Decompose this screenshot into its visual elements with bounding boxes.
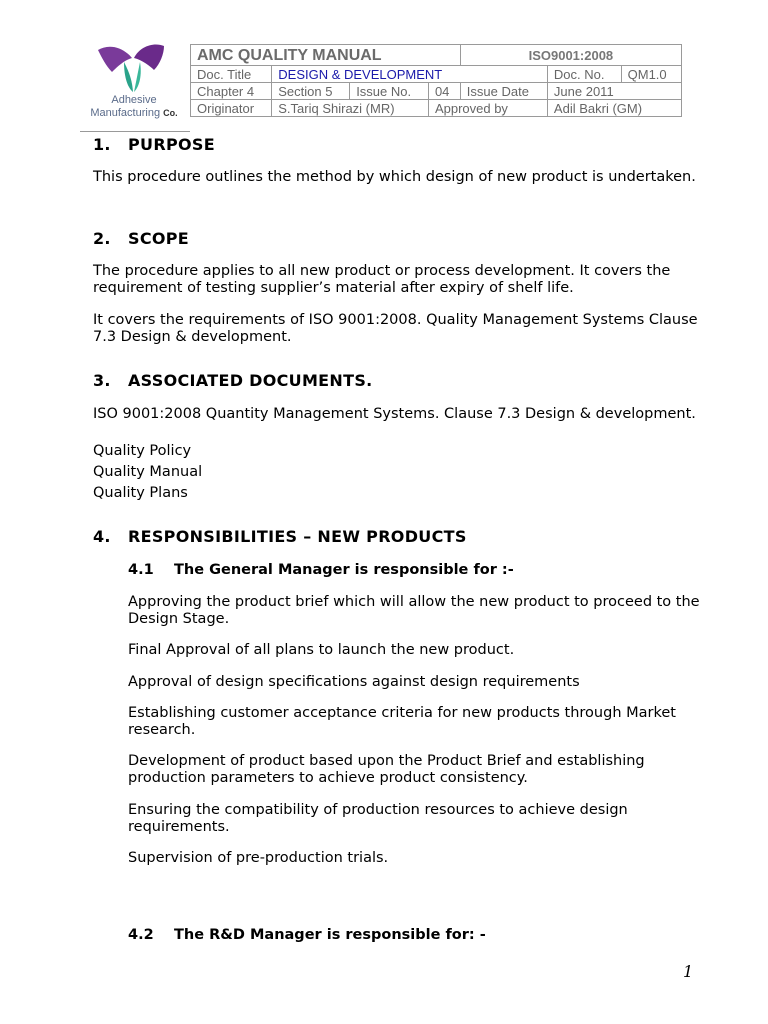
section-title: SCOPE <box>128 229 190 248</box>
logo-co: Co. <box>163 108 178 118</box>
approved-by-label: Approved by <box>428 100 547 117</box>
subsection-title: The R&D Manager is responsible for: - <box>174 927 486 943</box>
issue-no-label: Issue No. <box>350 83 429 100</box>
iso-standard: ISO9001:2008 <box>460 45 681 66</box>
logo-line2: Manufacturing <box>90 107 161 119</box>
responsibility-item: Development of product based upon the Product Brief and establishing production parameters to achieve product consistency. <box>128 753 645 786</box>
book-leaf-icon <box>94 42 174 94</box>
subsection-number: 4.1 <box>128 562 154 578</box>
doc-title-value: DESIGN & DEVELOPMENT <box>272 66 548 83</box>
responsibility-item: Ensuring the compatibility of production resources to achieve design requirements. <box>128 802 628 835</box>
logo-line1: Adhesive <box>111 94 157 106</box>
document-header-table <box>190 44 682 117</box>
responsibility-item: Approval of design specifications against design requirements <box>128 674 580 690</box>
responsibility-item: Supervision of pre-production trials. <box>128 850 389 866</box>
section-number: 3. <box>93 371 111 390</box>
page-number: 1 <box>683 962 694 981</box>
section-heading-purpose <box>93 135 215 154</box>
logo-wordmark <box>80 94 188 120</box>
section-heading-associated-documents <box>93 371 373 390</box>
associated-doc-quality-plans: Quality Plans <box>93 485 188 501</box>
logo-divider <box>80 131 190 132</box>
doc-title-label: Doc. Title <box>191 66 272 83</box>
scope-paragraph-1: The procedure applies to all new product or process development. It covers the requirement of testing supplier’s material after expiry of shelf life. <box>93 263 671 296</box>
associated-doc-iso: ISO 9001:2008 Quantity Management Systems. Clause 7.3 Design & development. <box>93 406 696 422</box>
chapter-value: Chapter 4 <box>191 83 272 100</box>
scope-paragraph-2: It covers the requirements of ISO 9001:2008. Quality Management Systems Clause 7.3 Design & development. <box>93 312 698 345</box>
section-heading-responsibilities <box>93 527 467 546</box>
associated-doc-quality-manual: Quality Manual <box>93 464 203 480</box>
section-number: 4. <box>93 527 111 546</box>
responsibility-item: Approving the product brief which will allow the new product to proceed to the Design Stage. <box>128 594 700 627</box>
responsibility-item: Establishing customer acceptance criteria for new products through Market research. <box>128 705 676 738</box>
issue-date-label: Issue Date <box>460 83 547 100</box>
subsection-heading-rd-manager <box>128 927 486 943</box>
section-value: Section 5 <box>272 83 350 100</box>
subsection-title: The General Manager is responsible for :- <box>174 562 514 578</box>
issue-no-value: 04 <box>428 83 460 100</box>
doc-no-value: QM1.0 <box>621 66 681 83</box>
section-title: PURPOSE <box>128 135 215 154</box>
associated-doc-quality-policy: Quality Policy <box>93 443 192 459</box>
section-number: 1. <box>93 135 111 154</box>
section-number: 2. <box>93 229 111 248</box>
originator-label: Originator <box>191 100 272 117</box>
company-logo <box>80 40 188 132</box>
approved-by-value: Adil Bakri (GM) <box>547 100 681 117</box>
issue-date-value: June 2011 <box>547 83 681 100</box>
section-title: ASSOCIATED DOCUMENTS. <box>128 371 373 390</box>
section-heading-scope <box>93 229 189 248</box>
responsibility-item: Final Approval of all plans to launch the new product. <box>128 642 515 658</box>
doc-no-label: Doc. No. <box>547 66 621 83</box>
subsection-number: 4.2 <box>128 927 154 943</box>
section-title: RESPONSIBILITIES – NEW PRODUCTS <box>128 527 467 546</box>
subsection-heading-general-manager <box>128 562 514 578</box>
purpose-paragraph: This procedure outlines the method by which design of new product is undertaken. <box>93 169 696 185</box>
originator-value: S.Tariq Shirazi (MR) <box>272 100 429 117</box>
manual-title: AMC QUALITY MANUAL <box>191 45 461 66</box>
